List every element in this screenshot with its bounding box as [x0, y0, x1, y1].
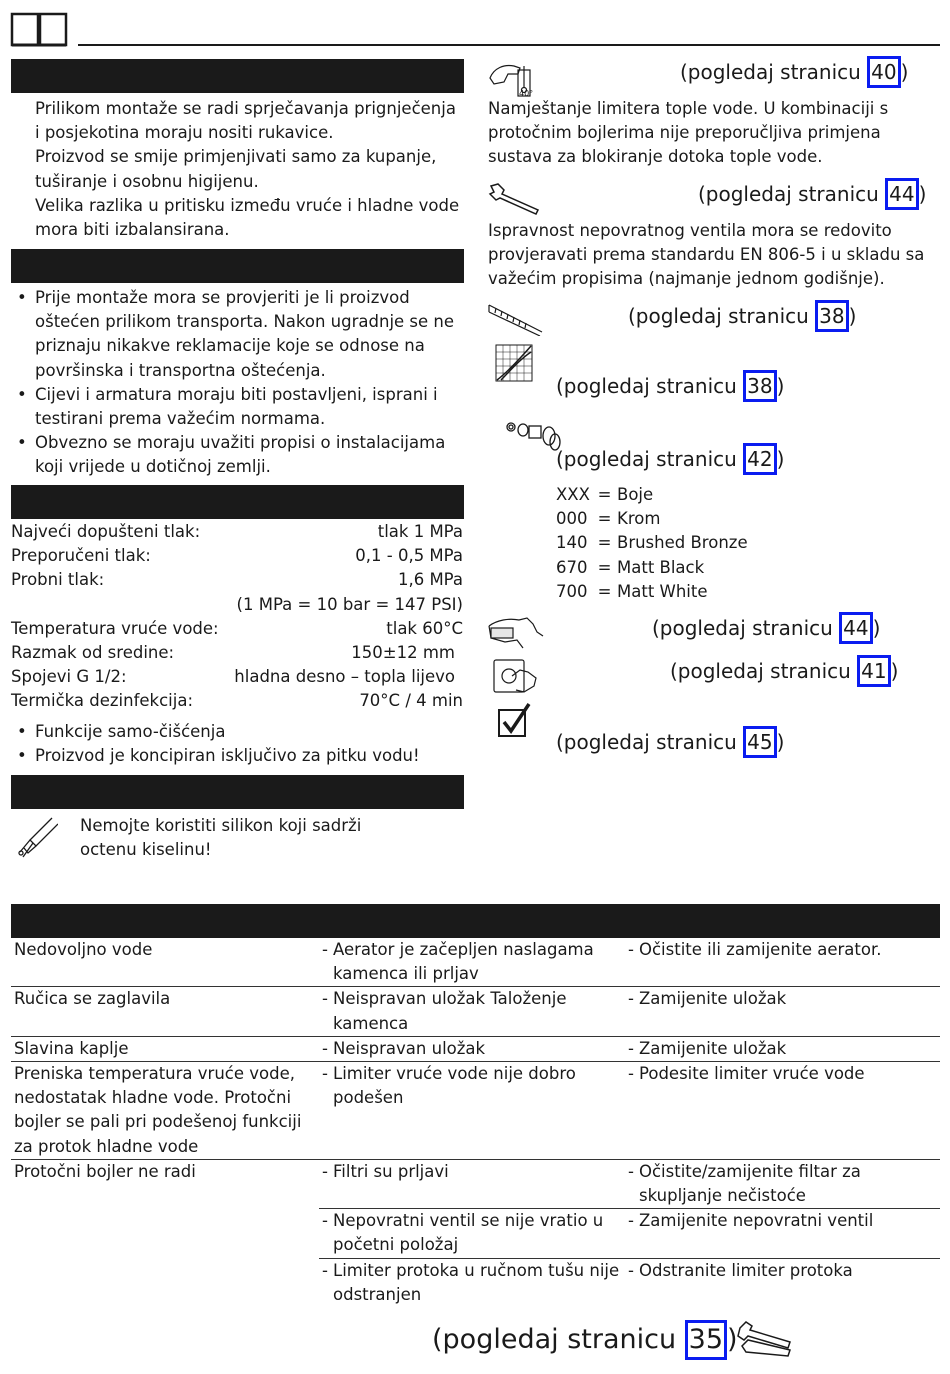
spec-row	[11, 641, 463, 665]
troubleshooting-table	[11, 938, 940, 1307]
wrench-icon	[488, 180, 544, 216]
header-rule	[78, 44, 940, 46]
see-page-label: (pogledaj stranicu	[628, 304, 816, 328]
problem-cell: Preniska temperatura vruće vode, nedostatak hladne vode. Protočni bojler se pali pri podešenoj funkciji za protok hladne vode	[11, 1062, 319, 1160]
color-name: Matt White	[617, 581, 708, 601]
page-ref-link[interactable]: 44	[839, 612, 872, 644]
color-code: 000	[556, 509, 588, 529]
spec-label: Najveći dopušteni tlak:	[11, 522, 201, 541]
spec-row	[11, 544, 463, 568]
safety-line: Prilikom montaže se radi sprječavanja prignječenja i posjekotina moraju nositi rukavice.	[35, 99, 456, 143]
spec-value: hladna desno – topla lijevo	[234, 667, 455, 687]
see-page-close: )	[848, 304, 857, 328]
table-row	[11, 1062, 940, 1160]
see-page-close: )	[776, 730, 785, 754]
assembly-notes	[11, 286, 464, 480]
bullet-item: • Funkcije samo-čišćenja	[11, 720, 464, 744]
problem-cell: Ručica se zaglavila	[11, 987, 319, 1036]
specs-heading-bar	[11, 485, 464, 519]
color-code: 700	[556, 581, 588, 601]
problem-cell: Slavina kaplje	[11, 1036, 319, 1061]
temperature-hand-icon	[488, 58, 538, 98]
cause-cell: - Limiter vruće vode nije dobro podešen	[322, 1062, 622, 1110]
safety-text	[11, 97, 463, 242]
spec-row	[11, 593, 463, 617]
maintenance-text: Ispravnost nepovratnog ventila mora se redovito provjeravati prema standardu EN 806-5 i u skladu sa važećim propisima (najmanje jednom godišnje).	[488, 221, 925, 289]
page-ref-link[interactable]: 42	[743, 443, 776, 475]
see-page-close: )	[900, 60, 909, 84]
see-page-ref	[670, 655, 898, 687]
ruler-icon	[488, 300, 544, 336]
svg-text:40°: 40°	[519, 89, 534, 98]
spec-row	[11, 520, 463, 544]
color-code-row	[556, 507, 748, 531]
see-page-label: (pogledaj stranicu	[698, 182, 886, 206]
page-ref-link[interactable]: 38	[743, 370, 776, 402]
book-icon	[10, 10, 68, 48]
spec-row	[11, 568, 463, 592]
spec-row	[11, 617, 463, 641]
color-code-row	[556, 580, 748, 604]
specs-table	[11, 520, 463, 714]
bullet-item: • Prije montaže mora se provjeriti je li proizvod oštećen prilikom transporta. Nakon ugradnje se ne priznaju nikakve reklamacije koje se odnose na površinska i transportna oštećenja.	[11, 286, 464, 383]
operation-hand-icon	[490, 656, 538, 696]
note-heading-bar	[11, 775, 464, 809]
cause-cell: - Filtri su prljavi	[322, 1160, 622, 1184]
see-page-close: )	[776, 374, 785, 398]
safety-line: Velika razlika u pritisku između vruće i hladne vode mora biti izbalansirana.	[35, 195, 460, 240]
table-row	[11, 1258, 940, 1307]
see-page-close: )	[918, 182, 927, 206]
see-page-close: )	[890, 659, 899, 683]
cleaning-hand-icon	[487, 612, 545, 652]
remedy-cell: - Odstranite limiter protoka	[628, 1259, 937, 1283]
color-name: Brushed Bronze	[617, 533, 748, 553]
table-row	[11, 938, 940, 987]
color-eq: =	[597, 533, 612, 553]
safety-heading-bar	[11, 59, 464, 93]
page-ref-link[interactable]: 44	[885, 178, 918, 210]
see-page-label: (pogledaj stranicu	[556, 447, 744, 471]
table-row	[11, 1209, 940, 1258]
see-page-ref	[556, 370, 784, 402]
table-row	[11, 1036, 940, 1061]
see-page-ref	[680, 56, 908, 88]
see-page-label: (pogledaj stranicu	[680, 60, 868, 84]
troubleshooting-heading-bar	[11, 904, 940, 938]
see-page-label: (pogledaj stranicu	[556, 374, 744, 398]
color-code-row	[556, 531, 748, 555]
color-code: 140	[556, 533, 588, 553]
spec-value: 150±12 mm	[351, 642, 455, 662]
flow-diagram-icon	[495, 344, 533, 382]
color-eq: =	[597, 557, 612, 577]
spec-value: tlak 1 MPa	[377, 522, 463, 541]
page-ref-link[interactable]: 41	[857, 655, 890, 687]
see-page-label: (pogledaj stranicu	[432, 1324, 685, 1355]
bullet-item: • Cijevi i armatura moraju biti postavljeni, isprani i testirani prema važećim normama.	[11, 383, 464, 431]
spec-label: Preporučeni tlak:	[11, 546, 151, 566]
spec-label: Probni tlak:	[11, 570, 105, 590]
see-page-ref	[628, 300, 856, 332]
spec-label: Termička dezinfekcija:	[11, 691, 194, 711]
cause-cell: - Neispravan uložak Taloženje kamenca	[322, 987, 622, 1035]
page-ref-link[interactable]: 35	[685, 1320, 727, 1360]
see-page-ref	[698, 178, 926, 210]
see-page-close: )	[872, 616, 881, 640]
see-page-ref	[432, 1320, 738, 1360]
cause-cell: - Neispravan uložak	[322, 1037, 622, 1061]
color-eq: =	[597, 485, 612, 504]
color-name: Matt Black	[617, 557, 705, 577]
remedy-cell: - Očistite ili zamijenite aerator.	[628, 938, 937, 962]
see-page-ref	[556, 726, 784, 758]
problem-cell: Nedovoljno vode	[11, 938, 319, 987]
bullet-item: • Obvezno se moraju uvažiti propisi o instalacijama koji vrijede u dotičnoj zemlji.	[11, 431, 464, 479]
remedy-cell: - Zamijenite uložak	[628, 1037, 937, 1061]
page-ref-link[interactable]: 40	[867, 56, 900, 88]
spec-value: 1,6 MPa	[397, 570, 463, 590]
color-name: Boje	[617, 485, 654, 504]
see-page-ref	[652, 612, 880, 644]
problem-cell: Protočni bojler ne radi	[14, 1161, 196, 1181]
table-row	[11, 987, 940, 1036]
silicone-note: Nemojte koristiti silikon koji sadrži octenu kiselinu!	[80, 816, 362, 860]
safety-line: Proizvod se smije primjenjivati samo za kupanje, tuširanje i osobnu higijenu.	[35, 147, 437, 191]
page-ref-link[interactable]: 45	[743, 726, 776, 758]
remedy-cell: - Podesite limiter vruće vode	[628, 1062, 937, 1086]
page-ref-link[interactable]: 38	[815, 300, 848, 332]
cause-cell: - Nepovratni ventil se nije vratio u početni položaj	[322, 1209, 622, 1257]
spec-label: Razmak od sredine:	[11, 642, 175, 662]
see-page-ref	[556, 443, 784, 475]
color-eq: =	[597, 509, 612, 529]
color-name: Krom	[617, 509, 661, 529]
color-code-row	[556, 483, 748, 507]
see-page-close: )	[727, 1324, 738, 1355]
silicone-gun-icon	[16, 815, 58, 859]
cause-cell: - Limiter protoka u ručnom tušu nije odstranjen	[322, 1259, 622, 1307]
spec-value: (1 MPa = 10 bar = 147 PSI)	[236, 594, 463, 614]
color-code: XXX	[556, 485, 590, 504]
temp-limiter-text: Namještanje limitera tople vode. U kombinaciji s protočnim bojlerima nije preporučljiva primjena sustava za blokiranje dotoka tople vode.	[488, 99, 889, 167]
tools-icon	[736, 1318, 794, 1358]
remedy-cell: - Očistite/zamijenite filtar za skupljanje nečistoće	[628, 1160, 937, 1208]
spec-value: 0,1 - 0,5 MPa	[355, 546, 463, 566]
see-page-label: (pogledaj stranicu	[670, 659, 858, 683]
see-page-label: (pogledaj stranicu	[652, 616, 840, 640]
spec-value: 70°C / 4 min	[359, 691, 463, 711]
spec-label: Temperatura vruće vode:	[11, 618, 219, 638]
specs-notes	[11, 720, 464, 768]
spec-value: tlak 60°C	[386, 618, 463, 638]
bullet-item: • Proizvod je koncipiran isključivo za pitku vodu!	[11, 744, 464, 768]
spec-label: Spojevi G 1/2:	[11, 667, 127, 687]
see-page-close: )	[776, 447, 785, 471]
spec-row	[11, 665, 463, 689]
remedy-cell: - Zamijenite nepovratni ventil	[628, 1209, 937, 1233]
see-page-label: (pogledaj stranicu	[556, 730, 744, 754]
assembly-heading-bar	[11, 249, 464, 283]
spec-row	[11, 689, 463, 713]
color-eq: =	[597, 581, 612, 601]
cause-cell: - Aerator je začepljen naslagama kamenca ili prljav	[322, 938, 622, 986]
color-codes	[556, 483, 748, 604]
remedy-cell: - Zamijenite uložak	[628, 987, 937, 1011]
spare-parts-icon	[505, 418, 563, 452]
checkbox-icon	[497, 702, 531, 738]
table-row	[11, 1159, 940, 1208]
color-code: 670	[556, 557, 588, 577]
color-code-row	[556, 556, 748, 580]
